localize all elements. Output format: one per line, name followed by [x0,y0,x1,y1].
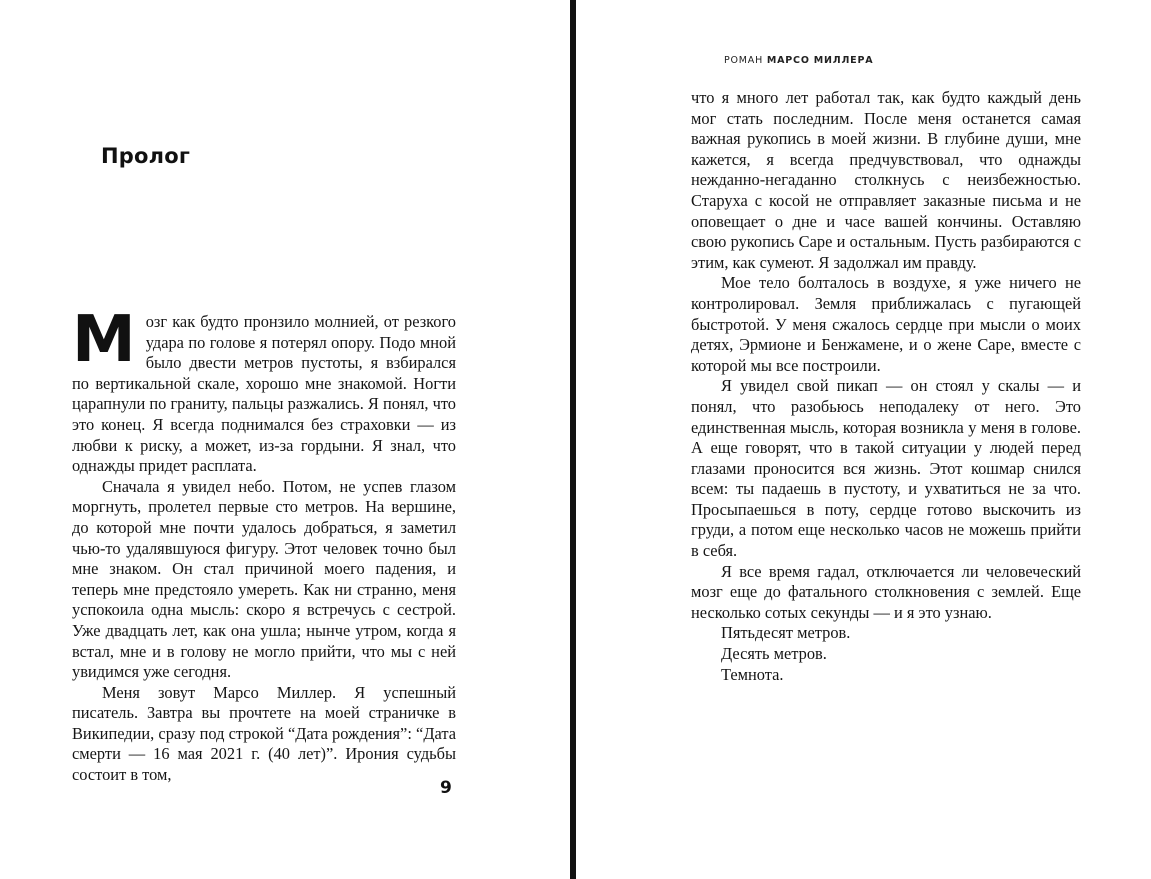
paragraph: Я увидел свой пикап — он стоял у скалы — и понял, что разобьюсь неподалеку от него. Это единственная мысль, которая возникла у меня в голове. А еще говорят, что в такой ситуации у людей перед глазами проносится вся жизнь. Этот кошмар снился всем: ты падаешь в пустоту, и ухватиться не за что. Просыпаешься в поту, сердце готово выскочить из груди, а потом еще несколько часов не можешь прийти в себя. [691,376,1081,561]
paragraph: Мое тело болталось в воздухе, я уже ничего не контролировал. Земля приближалась с пугающей быстротой. У меня сжалось сердце при мысли о моих детях, Эрмионе и Бенжамене, и о жене Саре, вместе с которой мы все построили. [691,273,1081,375]
short-line: Пятьдесят метров. [721,623,851,643]
running-head [724,55,873,66]
paragraph-text: озг как будто пронзило молнией, от резкого удара по голове я потерял опору. Подо мной было двести метров пустоты, я взбирался по вертикальной скале, хорошо мне знакомой. Ногти царапнули по граниту, пальцы разжались. Я понял, что это конец. Я всегда поднимался без страховки — из любви к риску, а может, из-за гордыни. Я знал, что однажды придет расплата. [72,312,456,476]
running-head-author: МАРСО МИЛЛЕРА [766,55,874,66]
paragraph: Сначала я увидел небо. Потом, не успев глазом моргнуть, пролетел первые сто метров. На вершине, до которой мне почти удалось добраться, я заметил чью-то удалявшуюся фигуру. Этот человек точно был мне знаком. Он стал причиной моего падения, и теперь мне предстояло умереть. Как ни странно, меня успокоила одна мысль: скоро я встречусь с сестрой. Уже двадцать лет, как она ушла; нынче утром, когда я встал, мне и в голову не могло прийти, что мы с ней увидимся уже сегодня. [72,476,456,682]
right-page-body [691,88,1081,685]
chapter-title: Пролог [101,144,191,168]
paragraph [72,303,456,477]
page-number: 9 [440,778,452,798]
left-page [0,0,570,879]
drop-cap: М [72,303,136,377]
short-line: Темнота. [721,664,784,684]
short-line: Десять метров. [721,644,827,664]
left-page-body [72,303,456,786]
right-page [576,0,1151,879]
paragraph: что я много лет работал так, как будто каждый день мог стать последним. После меня останется самая важная рукопись в моей жизни. В глубине души, мне кажется, я всегда предчувствовал, что однажды нежданно-негаданно столкнусь с неизбежностью. Старуха с косой не отправляет заказные письма и не оповещает о дне и часе вашей кончины. Оставляю свою рукопись Саре и остальным. Пусть разбираются с этим, как сумеют. Я задолжал им правду. [691,88,1081,272]
paragraph: Я все время гадал, отключается ли человеческий мозг еще до фатального столкновения с землей. Еще несколько сотых секунды — и я это узнаю. [691,561,1081,622]
running-head-prefix: РОМАН [724,55,767,66]
paragraph: Меня зовут Марсо Миллер. Я успешный писатель. Завтра вы прочтете на моей страничке в Википедии, сразу под строкой “Дата рождения”: “Дата смерти — 16 мая 2021 г. (40 лет)”. Ирония судьбы состоит в том, [72,682,456,785]
